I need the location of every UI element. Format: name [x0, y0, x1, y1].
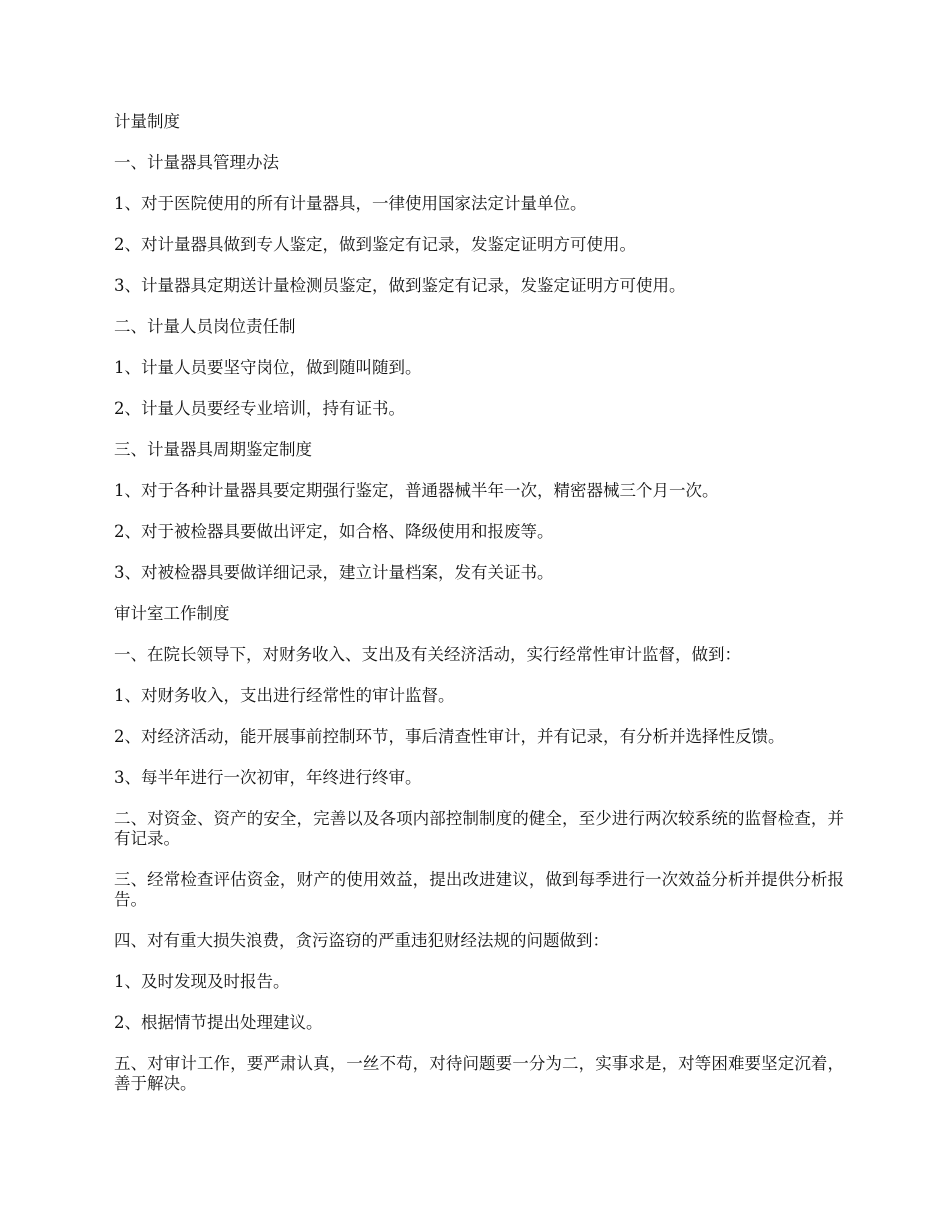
- list-item: 2、计量人员要经专业培训，持有证书。: [114, 399, 405, 418]
- section-heading: 二、对资金、资产的安全，完善以及各项内部控制制度的健全，至少进行两次较系统的监督检查，并有记录。: [114, 809, 844, 848]
- list-item: 1、及时发现及时报告。: [114, 972, 290, 991]
- list-item: 3、计量器具定期送计量检测员鉴定，做到鉴定有记录，发鉴定证明方可使用。: [114, 276, 686, 295]
- section-heading: 五、对审计工作，要严肃认真，一丝不苟，对待问题要一分为二，实事求是，对等困难要坚定沉着，善于解决。: [114, 1054, 844, 1093]
- section-heading: 一、在院长领导下，对财务收入、支出及有关经济活动，实行经常性审计监督，做到：: [114, 645, 741, 664]
- list-item: 2、对计量器具做到专人鉴定，做到鉴定有记录，发鉴定证明方可使用。: [114, 235, 636, 254]
- list-item: 1、对于各种计量器具要定期强行鉴定，普通器械半年一次，精密器械三个月一次。: [114, 481, 719, 500]
- list-item: 1、计量人员要坚守岗位，做到随叫随到。: [114, 358, 422, 377]
- document-body: [114, 112, 844, 1115]
- doc-title-metrology: 计量制度: [114, 112, 180, 131]
- list-item: 3、每半年进行一次初审，年终进行终审。: [114, 768, 422, 787]
- list-item: 2、对经济活动，能开展事前控制环节，事后清查性审计，并有记录，有分析并选择性反馈。: [114, 727, 785, 746]
- section-heading: 三、经常检查评估资金，财产的使用效益，提出改进建议，做到每季进行一次效益分析并提供分析报告。: [114, 870, 844, 909]
- list-item: 1、对于医院使用的所有计量器具，一律使用国家法定计量单位。: [114, 194, 587, 213]
- doc-title-audit: 审计室工作制度: [114, 604, 230, 623]
- list-item: 2、根据情节提出处理建议。: [114, 1013, 323, 1032]
- list-item: 2、对于被检器具要做出评定，如合格、降级使用和报废等。: [114, 522, 554, 541]
- section-heading: 四、对有重大损失浪费，贪污盗窃的严重违犯财经法规的问题做到：: [114, 931, 609, 950]
- list-item: 3、对被检器具要做详细记录，建立计量档案，发有关证书。: [114, 563, 554, 582]
- list-item: 1、对财务收入，支出进行经常性的审计监督。: [114, 686, 455, 705]
- section-heading: 二、计量人员岗位责任制: [114, 317, 296, 336]
- section-heading: 一、计量器具管理办法: [114, 153, 279, 172]
- section-heading: 三、计量器具周期鉴定制度: [114, 440, 312, 459]
